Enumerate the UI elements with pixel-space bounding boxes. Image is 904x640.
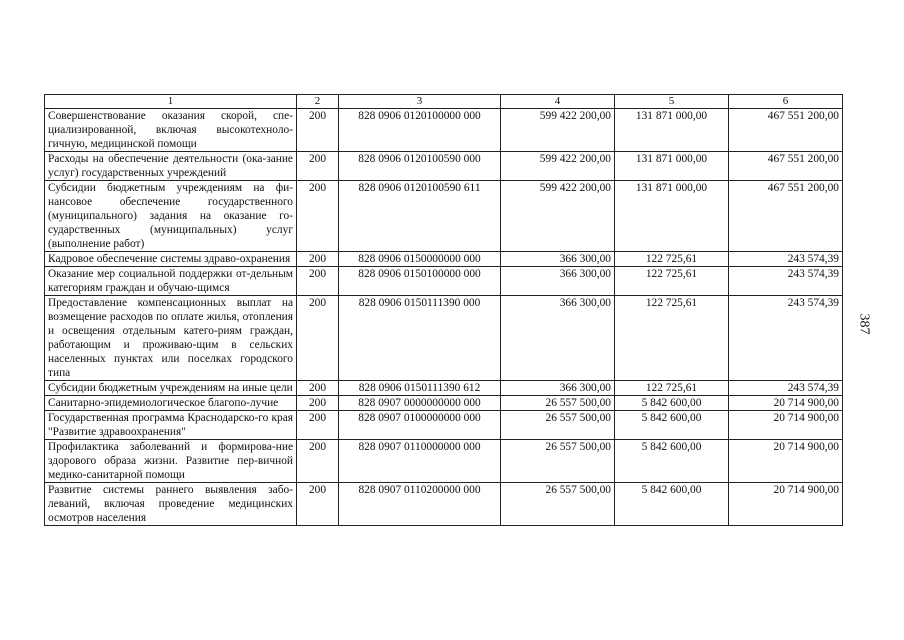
budget-table: [44, 94, 843, 526]
row-name: Оказание мер социальной поддержки от-дельным категориям граждан и обучаю-щимся: [45, 267, 297, 296]
table-row: [45, 252, 843, 267]
row-amount-col5: 5 842 600,00: [615, 411, 729, 440]
row-amount-col5: 122 725,61: [615, 267, 729, 296]
row-amount-col4: 366 300,00: [501, 252, 615, 267]
row-amount-col6: 243 574,39: [729, 296, 843, 381]
row-code: 200: [297, 152, 339, 181]
row-amount-col4: 366 300,00: [501, 296, 615, 381]
row-classification-code: 828 0906 0150111390 000: [339, 296, 501, 381]
row-amount-col4: 599 422 200,00: [501, 152, 615, 181]
row-amount-col6: 20 714 900,00: [729, 411, 843, 440]
column-header-2: 2: [297, 95, 339, 109]
row-name: Кадровое обеспечение системы здраво-охранения: [45, 252, 297, 267]
row-amount-col4: 366 300,00: [501, 381, 615, 396]
table-row: [45, 411, 843, 440]
row-code: 200: [297, 483, 339, 526]
table-row: [45, 296, 843, 381]
table-body: [45, 109, 843, 526]
page-number: 387: [856, 313, 872, 335]
column-header-6: 6: [729, 95, 843, 109]
row-amount-col4: 26 557 500,00: [501, 483, 615, 526]
row-code: 200: [297, 381, 339, 396]
row-amount-col4: 599 422 200,00: [501, 109, 615, 152]
row-amount-col6: 20 714 900,00: [729, 396, 843, 411]
table-row: [45, 152, 843, 181]
row-code: 200: [297, 109, 339, 152]
row-classification-code: 828 0906 0150100000 000: [339, 267, 501, 296]
row-amount-col5: 5 842 600,00: [615, 396, 729, 411]
row-name: Совершенствование оказания скорой, спе-циализированной, включая высокотехноло-гичную, медицинской помощи: [45, 109, 297, 152]
row-amount-col6: 467 551 200,00: [729, 152, 843, 181]
row-classification-code: 828 0906 0150111390 612: [339, 381, 501, 396]
row-name: Расходы на обеспечение деятельности (ока-зание услуг) государственных учреждений: [45, 152, 297, 181]
row-name: Профилактика заболеваний и формирова-ние здорового образа жизни. Развитие пер-вичной медико-санитарной помощи: [45, 440, 297, 483]
row-classification-code: 828 0906 0120100590 000: [339, 152, 501, 181]
row-classification-code: 828 0906 0120100590 611: [339, 181, 501, 252]
budget-table-sheet: [44, 94, 842, 526]
row-code: 200: [297, 267, 339, 296]
row-code: 200: [297, 396, 339, 411]
row-amount-col5: 122 725,61: [615, 252, 729, 267]
row-amount-col4: 599 422 200,00: [501, 181, 615, 252]
column-header-3: 3: [339, 95, 501, 109]
row-amount-col6: 20 714 900,00: [729, 483, 843, 526]
row-code: 200: [297, 411, 339, 440]
column-header-5: 5: [615, 95, 729, 109]
row-amount-col6: 243 574,39: [729, 252, 843, 267]
row-amount-col4: 26 557 500,00: [501, 440, 615, 483]
row-code: 200: [297, 296, 339, 381]
row-code: 200: [297, 181, 339, 252]
column-header-1: 1: [45, 95, 297, 109]
header-row: [45, 95, 843, 109]
row-classification-code: 828 0907 0100000000 000: [339, 411, 501, 440]
row-name: Субсидии бюджетным учреждениям на иные цели: [45, 381, 297, 396]
row-name: Развитие системы раннего выявления забо-леваний, включая проведение медицинских осмотров населения: [45, 483, 297, 526]
row-amount-col5: 131 871 000,00: [615, 109, 729, 152]
table-row: [45, 181, 843, 252]
row-amount-col5: 5 842 600,00: [615, 483, 729, 526]
table-row: [45, 483, 843, 526]
row-classification-code: 828 0907 0000000000 000: [339, 396, 501, 411]
row-name: Субсидии бюджетным учреждениям на фи-нансовое обеспечение государственного (муниципального) задания на оказание го-сударственных (муниципальных) услуг (выполнение работ): [45, 181, 297, 252]
row-code: 200: [297, 440, 339, 483]
row-amount-col6: 20 714 900,00: [729, 440, 843, 483]
row-amount-col5: 131 871 000,00: [615, 181, 729, 252]
row-amount-col4: 26 557 500,00: [501, 396, 615, 411]
row-amount-col5: 122 725,61: [615, 381, 729, 396]
row-amount-col5: 5 842 600,00: [615, 440, 729, 483]
row-amount-col4: 366 300,00: [501, 267, 615, 296]
row-amount-col4: 26 557 500,00: [501, 411, 615, 440]
table-row: [45, 381, 843, 396]
row-amount-col6: 243 574,39: [729, 267, 843, 296]
column-header-4: 4: [501, 95, 615, 109]
row-amount-col6: 243 574,39: [729, 381, 843, 396]
table-row: [45, 440, 843, 483]
row-amount-col6: 467 551 200,00: [729, 109, 843, 152]
row-amount-col5: 122 725,61: [615, 296, 729, 381]
row-classification-code: 828 0907 0110000000 000: [339, 440, 501, 483]
table-header: [45, 95, 843, 109]
table-row: [45, 109, 843, 152]
row-code: 200: [297, 252, 339, 267]
row-name: Предоставление компенсационных выплат на возмещение расходов по оплате жилья, отопления и освещения отдельным катего-риям граждан, работающим и проживаю-щим в сельских населенных пунктах или поселках городского типа: [45, 296, 297, 381]
row-amount-col5: 131 871 000,00: [615, 152, 729, 181]
row-classification-code: 828 0906 0120100000 000: [339, 109, 501, 152]
table-row: [45, 396, 843, 411]
row-amount-col6: 467 551 200,00: [729, 181, 843, 252]
table-row: [45, 267, 843, 296]
row-name: Санитарно-эпидемиологическое благопо-лучие: [45, 396, 297, 411]
row-classification-code: 828 0906 0150000000 000: [339, 252, 501, 267]
row-classification-code: 828 0907 0110200000 000: [339, 483, 501, 526]
row-name: Государственная программа Краснодарско-го края "Развитие здравоохранения": [45, 411, 297, 440]
